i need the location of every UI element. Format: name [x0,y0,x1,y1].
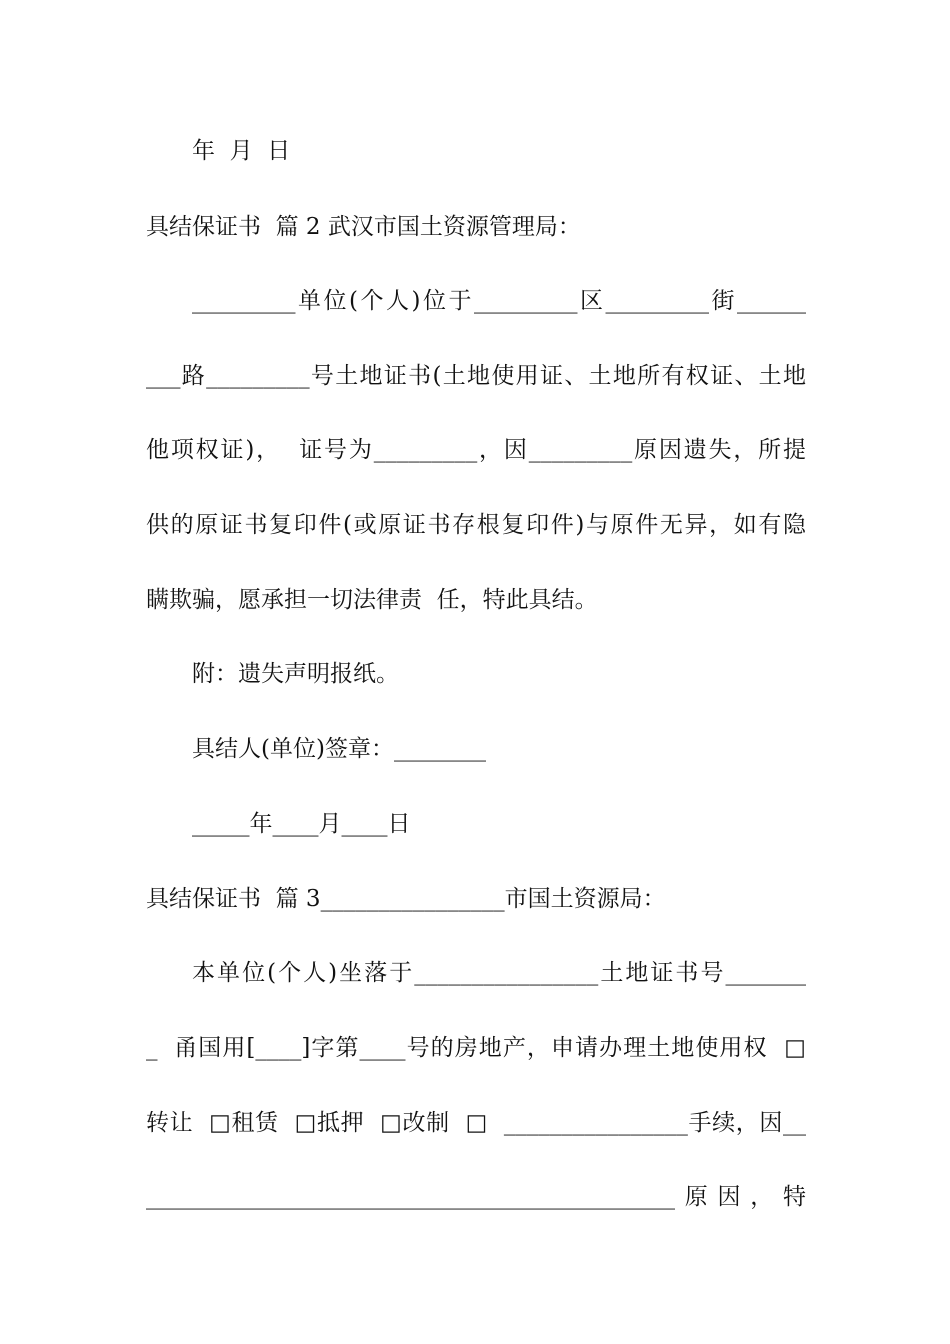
attachment-line: 附：遗失声明报纸。 [192,661,399,687]
body-text-line: 供的原证书复印件(或原证书存根复印件)与原件无异，如有隐 [146,512,806,538]
body-text-line: _________单位(个人)位于_________区_________街______ [192,288,806,314]
body-text-line: 本单位(个人)坐落于________________土地证书号_______ [192,960,806,986]
date-line: 年 月 日 [192,138,291,164]
signature-line: 具结人(单位)签章：________ [192,736,486,762]
body-text-line: 瞒欺骗，愿承担一切法律责 任，特此具结。 [146,587,598,613]
section-heading: 具结保证书 篇 2 武汉市国土资源管理局： [146,214,581,240]
body-text-line: _ 甬国用[____]字第____号的房地产，申请办理土地使用权 □ [146,1035,806,1061]
body-text-line: 他项权证)， 证号为_________，因_________原因遗失，所提 [146,437,806,463]
body-text-line: ___路_________号土地证书(土地使用证、土地所有权证、土地 [146,363,806,389]
date-line: _____年____月____日 [192,811,411,837]
body-text-line: 转让 □租赁 □抵押 □改制 □ ________________手续，因__ [146,1110,806,1136]
section-heading: 具结保证书 篇 3________________市国土资源局： [146,886,666,912]
body-text-line: ______________________________________________原因，特 [146,1184,806,1210]
